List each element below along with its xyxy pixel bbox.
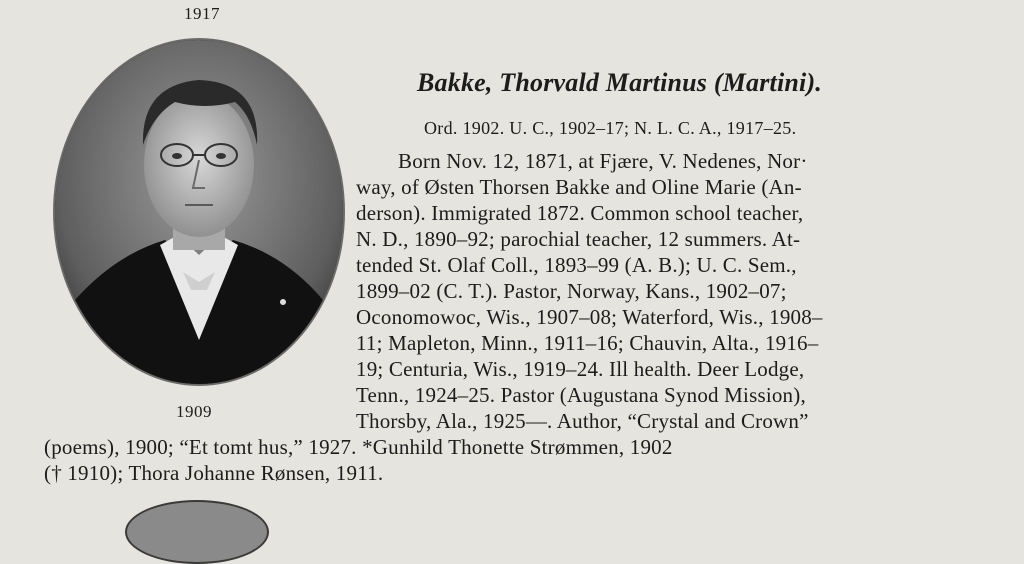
bio-line: tended St. Olaf Coll., 1893–99 (A. B.); U. C. Sem., <box>356 253 797 277</box>
bio-line: way, of Østen Thorsen Bakke and Oline Marie (An- <box>356 175 802 199</box>
portrait-year-top: 1917 <box>184 4 220 23</box>
entry-name: Bakke, Thorvald Martinus (Martini). <box>417 68 823 97</box>
bio-line: N. D., 1890–92; parochial teacher, 12 summers. At- <box>356 227 801 251</box>
bio-line: Born Nov. 12, 1871, at Fjære, V. Nedenes, Nor· <box>398 149 808 173</box>
bio-line: derson). Immigrated 1872. Common school teacher, <box>356 201 804 225</box>
bio-line: 1899–02 (C. T.). Pastor, Norway, Kans., 1902–07; <box>356 279 787 303</box>
portrait-year-bottom: 1909 <box>176 402 212 421</box>
portrait-photo <box>55 40 343 384</box>
bio-line: Tenn., 1924–25. Pastor (Augustana Synod Mission), <box>356 383 806 407</box>
bio-line: 19; Centuria, Wis., 1919–24. Ill health. Deer Lodge, <box>356 357 805 381</box>
next-portrait-edge <box>125 500 269 564</box>
portrait-image <box>55 40 343 384</box>
ordination-line: Ord. 1902. U. C., 1902–17; N. L. C. A., 1917–25. <box>424 118 797 138</box>
bio-line: 11; Mapleton, Minn., 1911–16; Chauvin, Alta., 1916– <box>356 331 819 355</box>
bio-line: († 1910); Thora Johanne Rønsen, 1911. <box>44 461 384 485</box>
bio-line: (poems), 1900; “Et tomt hus,” 1927. *Gunhild Thonette Strømmen, 1902 <box>44 435 673 459</box>
bio-line: Oconomowoc, Wis., 1907–08; Waterford, Wis., 1908– <box>356 305 823 329</box>
bio-line: Thorsby, Ala., 1925—. Author, “Crystal and Crown” <box>356 409 809 433</box>
